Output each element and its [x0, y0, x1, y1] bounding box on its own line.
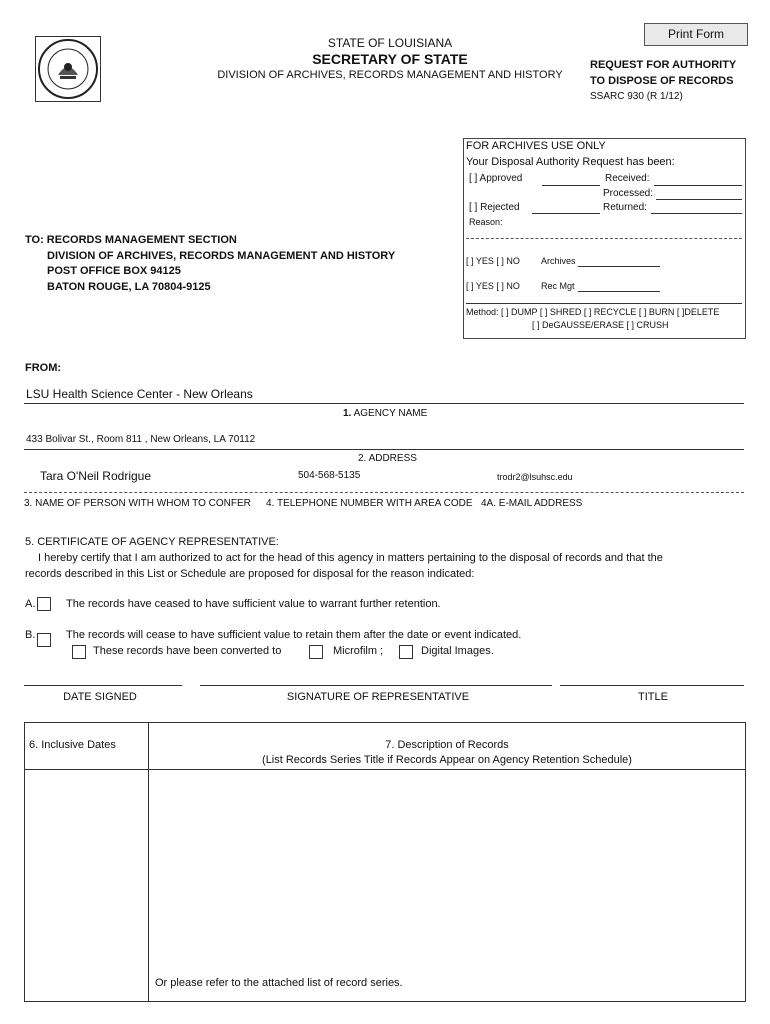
- certificate-text-line1: I hereby certify that I am authorized to act for the head of this agency in matters pertaining to the disposal of records and that the: [38, 552, 663, 564]
- email-label: 4A. E-MAIL ADDRESS: [481, 498, 583, 509]
- option-a-checkbox[interactable]: [37, 597, 51, 611]
- disposal-method-line1: Method: [ ] DUMP [ ] SHRED [ ] RECYCLE [ ] BURN [ ]DELETE: [466, 307, 720, 317]
- date-signed-line[interactable]: [24, 685, 182, 686]
- agency-name-label: 1. AGENCY NAME: [343, 408, 428, 419]
- converted-checkbox[interactable]: [72, 645, 86, 659]
- signature-line[interactable]: [200, 685, 552, 686]
- microfilm-label: Microfilm ;: [333, 645, 384, 657]
- archives-use-box: [463, 138, 746, 339]
- records-table: [24, 722, 746, 1002]
- option-a-label: A.: [25, 598, 36, 610]
- digital-images-label: Digital Images.: [421, 645, 494, 657]
- header-state: STATE OF LOUISIANA: [327, 36, 453, 50]
- signature-label: SIGNATURE OF REPRESENTATIVE: [286, 691, 470, 703]
- certificate-heading: 5. CERTIFICATE OF AGENCY REPRESENTATIVE:: [25, 536, 279, 548]
- option-b-text: The records will cease to have sufficient value to retain them after the date or event indicated.: [66, 629, 522, 641]
- form-title-line1: REQUEST FOR AUTHORITY: [590, 59, 737, 71]
- contact-name-field[interactable]: Tara O'Neil Rodrigue: [40, 469, 152, 483]
- title-label: TITLE: [638, 691, 668, 703]
- attached-list-note: Or please refer to the attached list of record series.: [155, 977, 403, 989]
- phone-label: 4. TELEPHONE NUMBER WITH AREA CODE: [266, 498, 473, 509]
- option-b-label: B.: [25, 629, 36, 641]
- to-line3: POST OFFICE BOX 94125: [47, 265, 181, 277]
- reason-label: Reason:: [469, 217, 503, 227]
- form-title-line2: TO DISPOSE OF RECORDS: [590, 75, 734, 87]
- processed-label: Processed:: [603, 188, 654, 199]
- digital-images-checkbox[interactable]: [399, 645, 413, 659]
- approved-option: [ ] Approved: [469, 173, 523, 184]
- header-office: SECRETARY OF STATE: [312, 51, 468, 67]
- microfilm-checkbox[interactable]: [309, 645, 323, 659]
- to-line1: TO: RECORDS MANAGEMENT SECTION: [25, 234, 237, 246]
- email-field[interactable]: trodr2@lsuhsc.edu: [497, 472, 573, 482]
- option-b-checkbox[interactable]: [37, 633, 51, 647]
- to-line4: BATON ROUGE, LA 70804-9125: [47, 281, 211, 293]
- archives-yes-no: [ ] YES [ ] NO: [466, 256, 520, 266]
- phone-field[interactable]: 504-568-5135: [298, 470, 361, 481]
- archives-box-title: FOR ARCHIVES USE ONLY: [466, 140, 606, 152]
- address-field[interactable]: 433 Bolivar St., Room 811 , New Orleans, LA 70112: [26, 434, 256, 445]
- contact-name-label: 3. NAME OF PERSON WITH WHOM TO CONFER: [24, 498, 251, 509]
- form-number: SSARC 930 (R 1/12): [590, 91, 683, 102]
- received-label: Received:: [605, 173, 650, 184]
- description-subheader: (List Records Series Title if Records Appear on Agency Retention Schedule): [262, 754, 632, 766]
- inclusive-dates-header: 6. Inclusive Dates: [29, 739, 116, 751]
- returned-label: Returned:: [603, 202, 647, 213]
- archives-box-subtitle: Your Disposal Authority Request has been:: [466, 156, 675, 168]
- option-a-text: The records have ceased to have sufficient value to warrant further retention.: [66, 598, 441, 610]
- description-cell[interactable]: [150, 771, 744, 1000]
- rejected-option: [ ] Rejected: [469, 202, 520, 213]
- address-label: 2. ADDRESS: [358, 453, 417, 464]
- title-line[interactable]: [560, 685, 744, 686]
- converted-text: These records have been converted to: [93, 645, 282, 657]
- header-division: DIVISION OF ARCHIVES, RECORDS MANAGEMENT AND HISTORY: [217, 69, 563, 81]
- agency-name-field[interactable]: LSU Health Science Center - New Orleans: [26, 387, 253, 401]
- certificate-text-line2: records described in this List or Schedule are proposed for disposal for the reason indicated:: [25, 568, 475, 580]
- description-header: 7. Description of Records: [385, 739, 509, 751]
- archives-label: Archives: [541, 256, 576, 266]
- inclusive-dates-cell[interactable]: [26, 771, 147, 1000]
- rec-mgt-label: Rec Mgt: [541, 281, 575, 291]
- to-line2: DIVISION OF ARCHIVES, RECORDS MANAGEMENT AND HISTORY: [47, 250, 396, 262]
- state-seal: [35, 36, 101, 102]
- from-label: FROM:: [25, 362, 62, 374]
- disposal-method-line2: [ ] DeGAUSSE/ERASE [ ] CRUSH: [532, 320, 669, 330]
- print-form-button[interactable]: Print Form: [644, 23, 748, 46]
- recmgt-yes-no: [ ] YES [ ] NO: [466, 281, 520, 291]
- date-signed-label: DATE SIGNED: [63, 691, 137, 703]
